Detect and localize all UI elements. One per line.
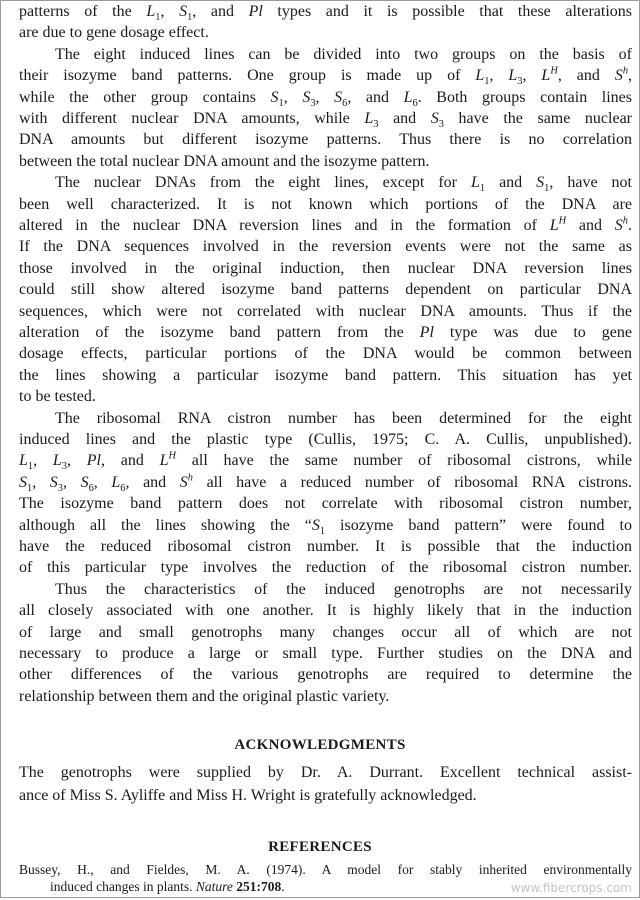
text-line: of this particular type involves the reduction of the ribosomal cistron number. <box>19 559 632 577</box>
text-line: $L_1$, $L_3$, Pl, and $L^H$ all have the same number of ribosomal cistrons, while <box>19 451 632 473</box>
text-line: induced lines and the plastic type (Cullis, 1975; C. A. Cullis, unpublished). <box>19 431 632 448</box>
text-line: to be tested. <box>19 388 96 406</box>
text-line: their isozyme band patterns. One group is made up of $L_1$, $L_3$, $L^H$, and $S^h$, <box>19 65 633 88</box>
text-line: The isozyme band pattern does not correlate with ribosomal cistron number, <box>19 495 632 513</box>
text-line: The eight induced lines can be divided into two groups on the basis of <box>55 45 632 63</box>
acknowledgments-heading: ACKNOWLEDGMENTS <box>234 737 406 753</box>
text-line: Thus the characteristics of the induced genotrophs are not necessarily <box>55 580 632 598</box>
text-line: The ribosomal RNA cistron number has been determined for the eight <box>55 409 632 427</box>
text-line: altered in the nuclear DNA reversion lines and in the formation of $L^H$ and $S^h$. <box>19 215 632 234</box>
text-line: could still show altered isozyme band patterns dependent on particular DNA <box>19 281 632 299</box>
text-line: alteration of the isozyme band pattern from the Pl type was due to gene <box>19 324 632 341</box>
text-line: those involved in the original induction, then nuclear DNA reversion lines <box>19 259 632 277</box>
text-line: The genotrophs were supplied by Dr. A. Durrant. Excellent technical assist- <box>19 764 632 781</box>
text-line: patterns of the $L_1$, $S_1$, and Pl types and it is possible that these alterations <box>19 3 633 24</box>
references-heading: REFERENCES <box>268 839 372 855</box>
text-line: The nuclear DNAs from the eight lines, except for $L_1$ and $S_1$, have not <box>55 174 632 195</box>
text-line: between the total nuclear DNA amount and the isozyme pattern. <box>19 152 430 170</box>
text-line: with different nuclear DNA amounts, while $L_3$ and $S_3$ have the same nuclear <box>19 110 633 131</box>
text-line: Bussey, H., and Fieldes, M. A. (1974). A model for stably inherited environmentally <box>19 862 632 877</box>
text-line: relationship between them and the original plastic variety. <box>19 687 390 705</box>
text-line: If the DNA sequences involved in the reversion events were not the same as <box>19 238 632 256</box>
text-line: dosage effects, particular portions of the DNA would be common between <box>19 345 632 363</box>
text-line: ance of Miss S. Ayliffe and Miss H. Wright is gratefully acknowledged. <box>19 787 477 804</box>
text-line: while the other group contains $S_1$, $S_3$, $S_6$, and $L_6$. Both groups contain lines <box>19 88 633 109</box>
text-line: have the reduced ribosomal cistron number. It is possible that the induction <box>19 538 632 555</box>
text-line: been well characterized. It is not known which portions of the DNA are <box>19 195 632 213</box>
text-line: all closely associated with one another. It is highly likely that in the induction <box>19 602 632 620</box>
text-line: DNA amounts but different isozyme patterns. Thus there is no correlation <box>19 131 632 149</box>
text-line: of large and small genotrophs many changes occur all of which are not <box>19 623 632 641</box>
text-line: sequences, which were not correlated with nuclear DNA amounts. Thus if the <box>19 302 632 320</box>
text-line: although all the lines showing the “$S_1$ isozyme band pattern” were found to <box>19 516 633 537</box>
text-line: other differences of the various genotrophs are required to determine the <box>19 666 632 684</box>
text-line: induced changes in plants. Nature 251:708. <box>50 879 285 894</box>
text-line: $S_1$, $S_3$, $S_6$, $L_6$, and $S^h$ all have a reduced number of ribosomal RNA cistrons. <box>19 472 633 494</box>
text-line: are due to gene dosage effect. <box>19 24 209 42</box>
watermark: www.fibercrops.com <box>510 881 632 895</box>
text-line: the lines showing a particular isozyme band pattern. This situation has yet <box>19 366 632 384</box>
text-line: necessary to produce a large or small type. Further studies on the DNA and <box>19 645 632 662</box>
